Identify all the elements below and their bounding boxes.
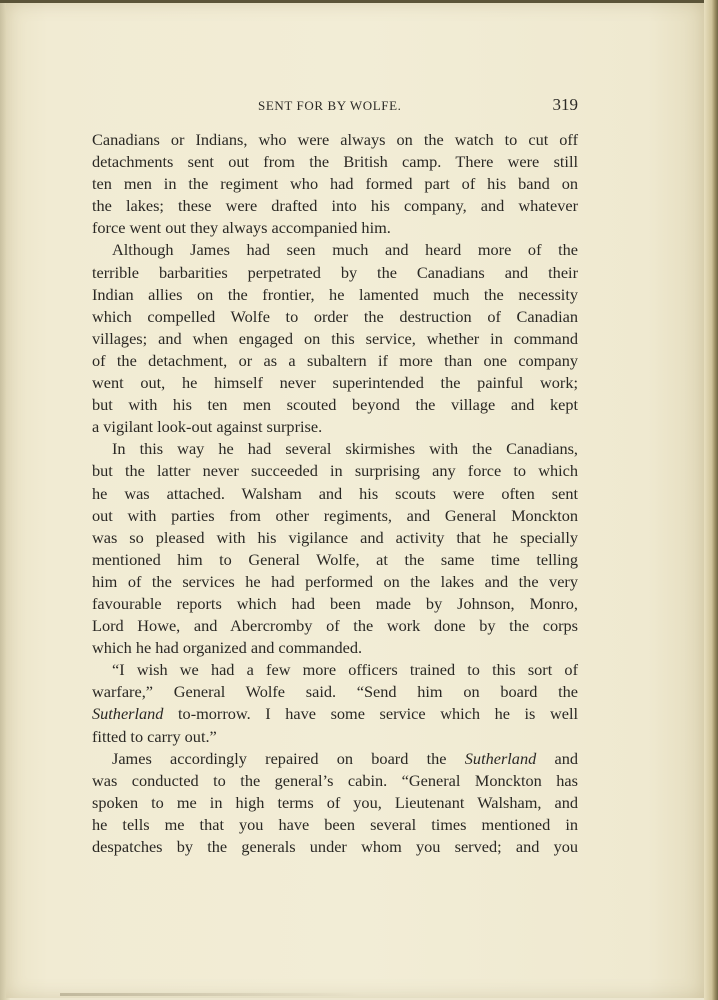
text-line: villages; and when engaged on this service, whether in command [92,328,578,348]
text-line [92,703,578,725]
text-line: In this way he had several skirmishes with the Canadians, [112,439,578,459]
text-line: terrible barbarities perpetrated by the Canadians and their [92,262,578,282]
text-line: Indian allies on the frontier, he lamented much the necessity [92,284,578,304]
text-line: Lord Howe, and Abercromby of the work done by the corps [92,616,578,636]
text-line: of the detachment, or as a subaltern if more than one company [92,350,578,370]
text-line: but with his ten men scouted beyond the village and kept [92,395,578,415]
text-line: ten men in the regiment who had formed part of his band on [92,174,578,194]
text-line: fitted to carry out.” [92,726,217,746]
text-line: warfare,” General Wolfe said. “Send him on board the [92,682,578,702]
text-line: Although James had seen much and heard more of the [112,240,578,260]
page-header [92,96,578,120]
text-line: favourable reports which had been made by Johnson, Monro, [92,593,578,613]
page-number: 319 [552,95,578,114]
text-line: which compelled Wolfe to order the destruction of Canadian [92,306,578,326]
text-line: despatches by the generals under whom you served; and you [92,837,578,856]
text-line [92,748,578,770]
page-top-edge [0,0,718,3]
text-line: spoken to me in high terms of you, Lieutenant Walsham, and [92,792,578,812]
text-line: Canadians or Indians, who were always on the watch to cut off [92,130,578,149]
text-line: a vigilant look-out against surprise. [92,417,323,437]
text-line: went out, he himself never superintended the painful work; [92,373,578,393]
text-line: out with parties from other regiments, and General Monckton [92,505,578,525]
ship-name: Sutherland [92,704,164,724]
text-line: he tells me that you have been several times mentioned in [92,814,578,834]
text-line: but the latter never succeeded in surprising any force to which [92,461,578,481]
text-fragment: to-morrow. I have some service which he is well [163,704,578,724]
text-fragment: and [536,748,579,768]
running-head: SENT FOR BY WOLFE. [258,98,402,113]
text-line: the lakes; these were drafted into his company, and whatever [92,196,578,216]
text-line: detachments sent out from the British camp. There were still [92,152,578,172]
text-line: which he had organized and commanded. [92,638,363,658]
text-line: “I wish we had a few more officers trained to this sort of [112,660,578,680]
body-text [92,129,578,858]
text-line: him of the services he had performed on the lakes and the very [92,571,578,591]
text-line: was so pleased with his vigilance and activity that he specially [92,527,578,547]
text-line: he was attached. Walsham and his scouts were often sent [92,483,578,503]
page-bottom-smudge [60,993,360,996]
text-line: mentioned him to General Wolfe, at the same time telling [92,549,578,569]
text-line: was conducted to the general’s cabin. “General Monckton has [92,770,578,790]
text-line: force went out they always accompanied him. [92,218,391,238]
ship-name: Sutherland [464,748,537,768]
page-right-edge [704,0,718,1000]
text-fragment: James accordingly repaired on board the [112,748,465,768]
